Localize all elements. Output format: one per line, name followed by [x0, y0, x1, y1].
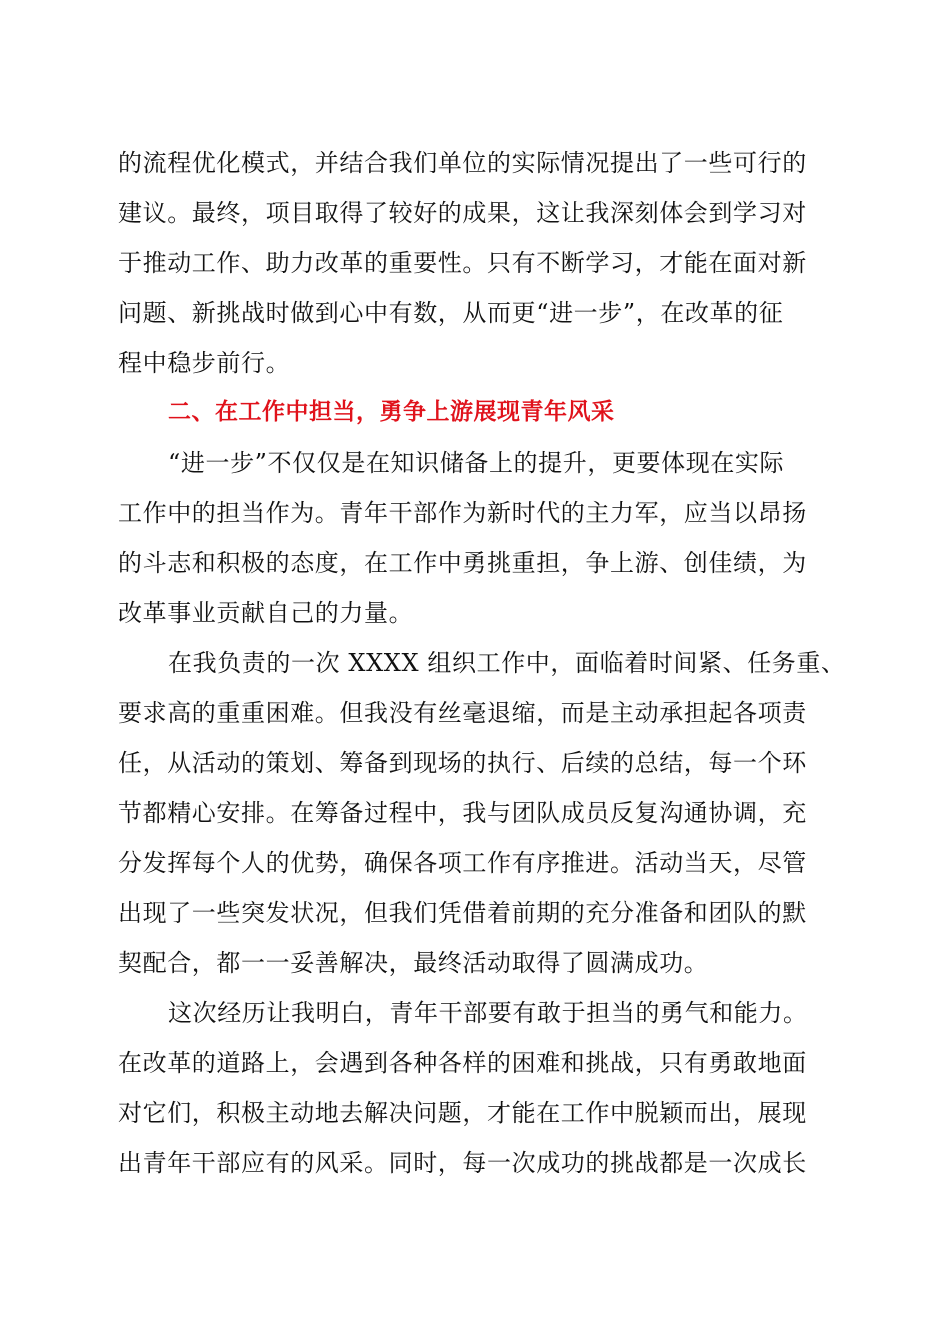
paragraph-line: 工作中的担当作为。青年干部作为新时代的主力军，应当以昂扬 — [118, 499, 807, 527]
paragraph-line: 任，从活动的策划、筹备到现场的执行、后续的总结，每一个环 — [118, 749, 807, 777]
paragraph-line: 的流程优化模式，并结合我们单位的实际情况提出了一些可行的 — [118, 149, 807, 177]
paragraph-line: 程中稳步前行。 — [118, 349, 291, 377]
paragraph-line: 这次经历让我明白，青年干部要有敢于担当的勇气和能力。 — [168, 999, 808, 1027]
paragraph-line: 在我负责的一次 XXXX 组织工作中，面临着时间紧、任务重、 — [168, 649, 846, 677]
paragraph-line: 改革事业贡献自己的力量。 — [118, 599, 414, 627]
paragraph-line: “进一步”不仅仅是在知识储备上的提升，更要体现在实际 — [168, 449, 785, 477]
paragraph-line: 的斗志和积极的态度，在工作中勇挑重担，争上游、创佳绩，为 — [118, 549, 807, 577]
paragraph-line: 契配合，都一一妥善解决，最终活动取得了圆满成功。 — [118, 949, 709, 977]
section-heading: 二、在工作中担当，勇争上游展现青年风采 — [168, 399, 615, 425]
paragraph-line: 问题、新挑战时做到心中有数，从而更“进一步”，在改革的征 — [118, 299, 784, 327]
paragraph-line: 出青年干部应有的风采。同时，每一次成功的挑战都是一次成长 — [118, 1149, 807, 1177]
paragraph-line: 分发挥每个人的优势，确保各项工作有序推进。活动当天，尽管 — [118, 849, 807, 877]
paragraph-line: 在改革的道路上，会遇到各种各样的困难和挑战，只有勇敢地面 — [118, 1049, 807, 1077]
paragraph-line: 建议。最终，项目取得了较好的成果，这让我深刻体会到学习对 — [118, 199, 807, 227]
paragraph-line: 出现了一些突发状况，但我们凭借着前期的充分准备和团队的默 — [118, 899, 807, 927]
paragraph-line: 对它们，积极主动地去解决问题，才能在工作中脱颖而出，展现 — [118, 1099, 807, 1127]
paragraph-line: 要求高的重重困难。但我没有丝毫退缩，而是主动承担起各项责 — [118, 699, 807, 727]
paragraph-line: 节都精心安排。在筹备过程中，我与团队成员反复沟通协调，充 — [118, 799, 807, 827]
paragraph-line: 于推动工作、助力改革的重要性。只有不断学习，才能在面对新 — [118, 249, 807, 277]
